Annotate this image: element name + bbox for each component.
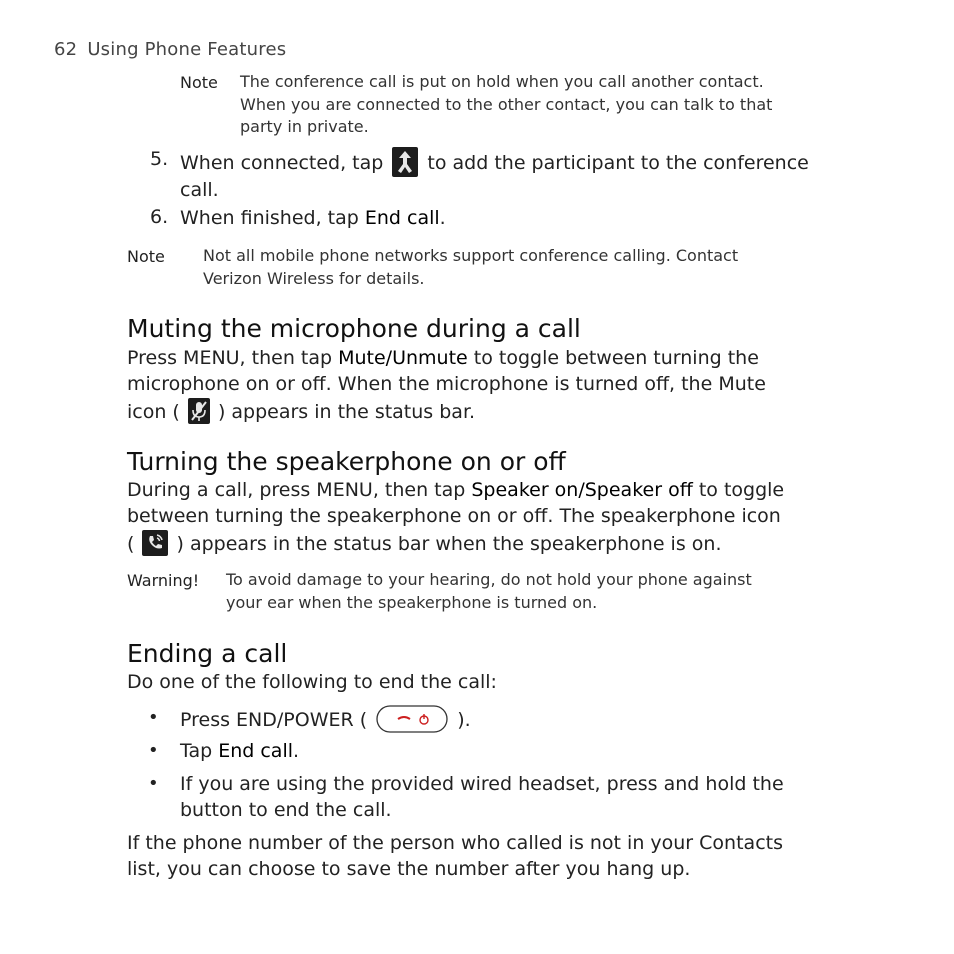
step-line (180, 147, 880, 177)
step-number: 5. (150, 148, 169, 170)
bullet-marker: • (148, 740, 159, 761)
section-title: Using Phone Features (87, 39, 287, 60)
section-body (127, 345, 887, 425)
text-run: ). (457, 709, 471, 731)
section-heading: Ending a call (127, 639, 288, 668)
ui-term: End call (364, 207, 440, 229)
warning-line: To avoid damage to your hearing, do not hold your phone against (226, 570, 752, 589)
note-text (240, 71, 880, 139)
body-line: If the phone number of the person who called is not in your Contacts (127, 832, 783, 854)
text-run: Press MENU, then tap (127, 347, 339, 369)
text-run: to toggle (692, 479, 785, 501)
text-run: Press END/POWER ( (180, 709, 368, 731)
speakerphone-icon (142, 530, 168, 556)
page-number: 62 (54, 39, 78, 60)
step-text-after: . (439, 207, 446, 229)
note-line: Not all mobile phone networks support conference calling. Contact (203, 246, 739, 265)
bullet-marker: • (148, 707, 159, 728)
text-run: ( (127, 533, 135, 555)
note-line: When you are connected to the other contact, you can talk to that (240, 94, 773, 114)
end-power-key-icon (376, 705, 448, 733)
bullet-item (180, 738, 299, 764)
body-line: list, you can choose to save the number after you hang up. (127, 858, 691, 880)
body-line (127, 345, 887, 371)
text-run: icon ( (127, 401, 180, 423)
merge-call-icon (392, 147, 418, 177)
section-intro: Do one of the following to end the call: (127, 671, 497, 693)
bullet-item (180, 771, 880, 823)
body-line: microphone on or off. When the microphone is turned off, the Mute (127, 373, 766, 395)
ui-term: Speaker on/Speaker off (471, 479, 693, 501)
mute-icon (188, 398, 210, 424)
text-run: Tap (180, 740, 219, 762)
warning-label: Warning! (127, 571, 200, 590)
body-line (127, 477, 897, 503)
step-text-before: When finished, tap (180, 207, 365, 229)
body-line (127, 398, 887, 425)
step-text (180, 205, 446, 231)
note-line: Verizon Wireless for details. (203, 268, 425, 288)
ui-term: End call (218, 740, 294, 762)
warning-line: your ear when the speakerphone is turned on. (226, 592, 598, 612)
section-heading: Muting the microphone during a call (127, 314, 581, 343)
text-run: ) appears in the status bar when the speakerphone is on. (176, 533, 722, 555)
note-label: Note (127, 247, 165, 266)
section-body (127, 477, 897, 557)
text-run: ) appears in the status bar. (217, 401, 476, 423)
warning-text (226, 569, 886, 614)
step-line: call. (180, 179, 219, 201)
bullet-item (180, 705, 471, 733)
bullet-marker: • (148, 773, 159, 794)
text-run: to toggle between turning the (467, 347, 759, 369)
body-line: between turning the speakerphone on or off. The speakerphone icon (127, 505, 781, 527)
note-label: Note (180, 73, 218, 92)
section-heading: Turning the speakerphone on or off (127, 447, 566, 476)
note-text (203, 245, 883, 290)
bullet-line: If you are using the provided wired headset, press and hold the (180, 773, 784, 795)
step-text (180, 147, 880, 203)
step-text-before: When connected, tap (180, 152, 384, 174)
note-line: party in private. (240, 117, 369, 136)
ui-term: Mute/Unmute (338, 347, 468, 369)
text-run: . (293, 740, 300, 762)
step-number: 6. (150, 206, 169, 228)
page-header (54, 39, 286, 60)
text-run: During a call, press MENU, then tap (127, 479, 472, 501)
bullet-line: button to end the call. (180, 799, 392, 821)
body-line (127, 530, 897, 557)
note-line: The conference call is put on hold when you call another contact. (240, 72, 764, 91)
step-text-after: to add the participant to the conference (427, 152, 809, 174)
closing-paragraph (127, 830, 897, 882)
